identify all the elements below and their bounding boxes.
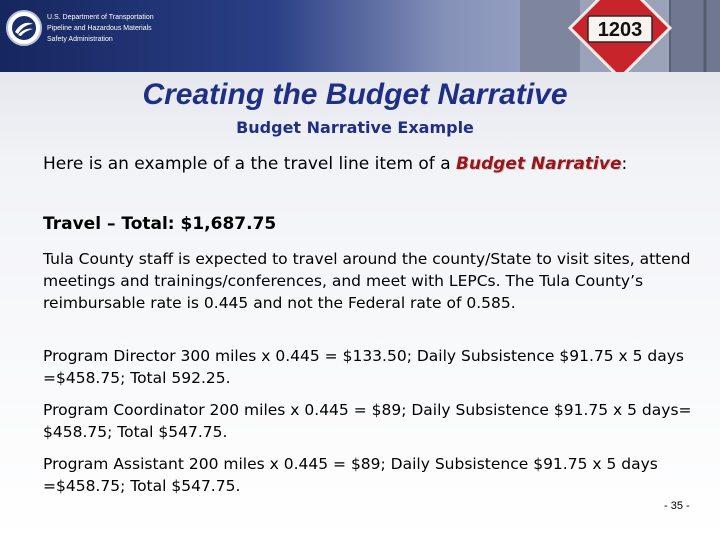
line-item-director: Program Director 300 miles x 0.445 = $133.50; Daily Subsistence $91.75 x 5 days =$458.75; Total 592.25. [43,347,685,387]
hazmat-placard-image [520,0,720,72]
line-item-coordinator: Program Coordinator 200 miles x 0.445 = $89; Daily Subsistence $91.75 x 5 days= $458.75; Total $547.75. [43,401,692,441]
header-banner [0,0,720,72]
slide-title: Creating the Budget Narrative [142,78,568,111]
travel-total-heading: Travel – Total: $1,687.75 [43,214,277,234]
agency-line: Pipeline and Hazardous Materials [47,25,152,32]
line-item-assistant: Program Assistant 200 miles x 0.445 = $89; Daily Subsistence $91.75 x 5 days =$458.75; Total $547.75. [43,455,658,495]
placard-number: 1203 [597,19,643,41]
page-number: - 35 - [664,500,690,512]
intro-end: : [621,154,628,174]
dot-logo-icon [6,10,42,46]
agency-line: U.S. Department of Transportation [47,14,154,21]
intro-text [43,153,693,175]
agency-line: Safety Administration [47,36,113,43]
intro-emphasis: Budget Narrative [456,154,622,174]
travel-description: Tula County staff is expected to travel around the county/State to visit sites, attend meetings and trainings/conferences, and meet with LEPCs. The Tula County’s reimbursable rate is 0.445 and not the Federal rate of 0.585. [43,250,691,312]
slide-subtitle: Budget Narrative Example [236,118,474,137]
agency-name [47,12,154,45]
intro-lead: Here is an example of a the travel line item of a [43,154,457,174]
